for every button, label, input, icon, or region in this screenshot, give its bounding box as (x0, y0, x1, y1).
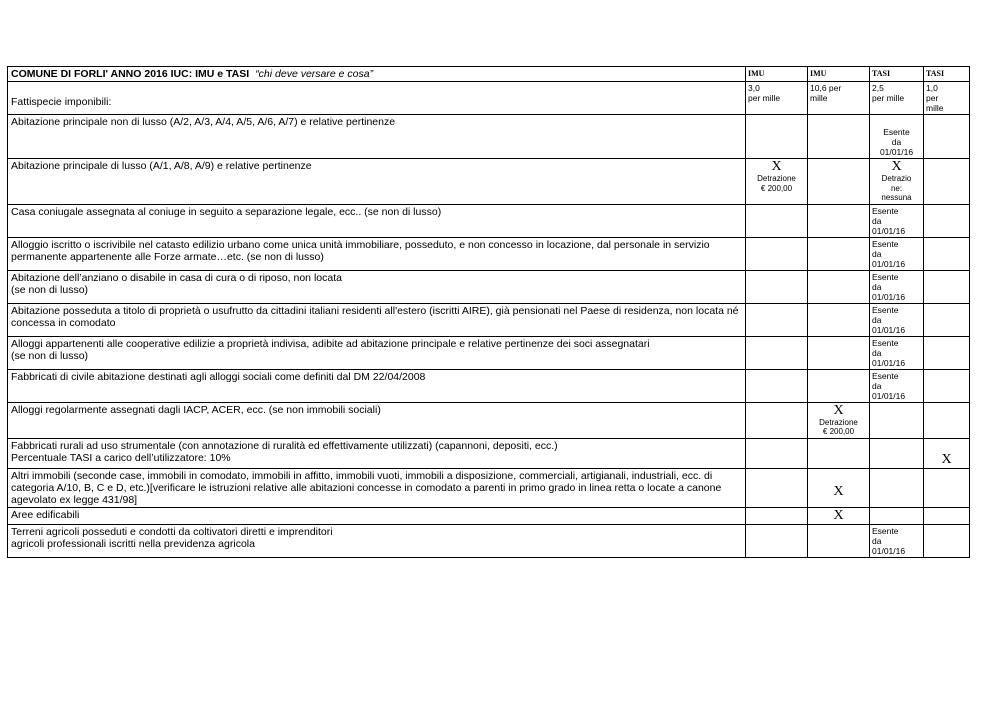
rate-imu-1: 3,0 per mille (746, 82, 808, 115)
table-title: COMUNE DI FORLI' ANNO 2016 IUC: IMU e TASI (11, 68, 250, 80)
esente-note: Esente da 01/01/16 (872, 271, 906, 302)
cell-tasi-1-0 (924, 204, 970, 237)
document-page (7, 66, 969, 558)
cell-imu-10-6 (808, 237, 870, 270)
x-mark: X (833, 402, 844, 418)
table-row (8, 159, 970, 205)
cell-imu-10-6 (808, 468, 870, 507)
row-label: Altri immobili (seconde case, immobili in comodato, immobili in affitto, immobili vuoti, immobili a disposizione, commerciali, artigianali, industriali, ecc. di categoria A/10, B, C e D, etc.)[verificare le istruzioni relative alle abitazioni concesse in comodato a parenti in primo grado in linea retta o locate a canone agevolato ex legge 431/98] (8, 468, 746, 507)
detrazione-note: Detrazione € 200,00 (757, 174, 796, 193)
cell-tasi-2-5 (870, 204, 924, 237)
row-label: Aree edificabili (8, 507, 746, 524)
col-header-tasi-1: TASI (870, 67, 924, 82)
cell-tasi-1-0 (924, 438, 970, 468)
esente-note: Esente da 01/01/16 (872, 205, 906, 236)
cell-imu-10-6 (808, 507, 870, 524)
cell-tasi-1-0 (924, 402, 970, 438)
cell-tasi-2-5 (870, 438, 924, 468)
cell-tasi-2-5 (870, 468, 924, 507)
cell-imu-10-6 (808, 336, 870, 369)
table-row (8, 524, 970, 557)
cell-tasi-1-0 (924, 303, 970, 336)
cell-imu-10-6 (808, 524, 870, 557)
table-row (8, 336, 970, 369)
cell-imu-10-6 (808, 402, 870, 438)
cell-tasi-2-5 (870, 237, 924, 270)
cell-imu-3 (746, 115, 808, 159)
esente-note: Esente da 01/01/16 (872, 525, 906, 556)
table-row (8, 402, 970, 438)
cell-imu-3 (746, 204, 808, 237)
cell-imu-3 (746, 237, 808, 270)
iuc-table (7, 66, 970, 558)
table-row (8, 204, 970, 237)
cell-imu-3 (746, 336, 808, 369)
esente-note: Esente da 01/01/16 (872, 337, 906, 368)
rate-imu-2: 10,6 per mille (808, 82, 870, 115)
cell-tasi-2-5 (870, 524, 924, 557)
cell-imu-3 (746, 507, 808, 524)
cell-tasi-2-5 (870, 402, 924, 438)
cell-imu-3 (746, 303, 808, 336)
row-label: Abitazione principale non di lusso (A/2, A/3, A/4, A/5, A/6, A/7) e relative pertinenze (8, 115, 746, 159)
col-header-imu-2: IMU (808, 67, 870, 82)
cell-tasi-1-0 (924, 237, 970, 270)
cell-imu-3 (746, 270, 808, 303)
cell-imu-10-6 (808, 303, 870, 336)
table-row (8, 369, 970, 402)
cell-imu-10-6 (808, 270, 870, 303)
cell-imu-3 (746, 438, 808, 468)
table-title-cell (8, 67, 746, 82)
row-label: Casa coniugale assegnata al coniuge in seguito a separazione legale, ecc.. (se non di lusso) (8, 204, 746, 237)
x-mark: X (941, 451, 952, 467)
detrazione-note: Detrazio ne: nessuna (881, 174, 912, 202)
cell-imu-3 (746, 159, 808, 205)
cell-imu-10-6 (808, 204, 870, 237)
row-label: Fabbricati di civile abitazione destinati agli alloggi sociali come definiti dal DM 22/04/2008 (8, 369, 746, 402)
row-label: Abitazione principale di lusso (A/1, A/8, A/9) e relative pertinenze (8, 159, 746, 205)
x-mark: X (891, 159, 902, 174)
cell-tasi-2-5 (870, 303, 924, 336)
row-label: Alloggi regolarmente assegnati dagli IACP, ACER, ecc. (se non immobili sociali) (8, 402, 746, 438)
row-label: Abitazione dell’anziano o disabile in casa di cura o di riposo, non locata (se non di lusso) (8, 270, 746, 303)
cell-tasi-1-0 (924, 270, 970, 303)
table-row (8, 270, 970, 303)
cell-imu-10-6 (808, 369, 870, 402)
rates-row (8, 82, 970, 115)
cell-imu-3 (746, 468, 808, 507)
row-label: Alloggi appartenenti alle cooperative edilizie a proprietà indivisa, adibite ad abitazione principale e relative pertinenze dei soci assegnatari (se non di lusso) (8, 336, 746, 369)
cell-tasi-2-5 (870, 270, 924, 303)
cell-tasi-2-5 (870, 336, 924, 369)
row-label: Terreni agricoli posseduti e condotti da coltivatori diretti e imprenditori agricoli professionali iscritti nella previdenza agricola (8, 524, 746, 557)
rate-tasi-1: 2,5 per mille (870, 82, 924, 115)
rate-tasi-2: 1,0 per mille (924, 82, 970, 115)
table-row (8, 237, 970, 270)
table-row (8, 507, 970, 524)
x-mark: X (833, 483, 844, 499)
esente-note: Esente da 01/01/16 (879, 127, 914, 157)
x-mark: X (833, 507, 844, 523)
row-label: Fabbricati rurali ad uso strumentale (con annotazione di ruralità ed effettivamente utilizzati) (capannoni, depositi, ecc.) Percentuale TASI a carico dell’utilizzatore: 10% (8, 438, 746, 468)
cell-tasi-1-0 (924, 115, 970, 159)
col-header-tasi-2: TASI (924, 67, 970, 82)
cell-tasi-1-0 (924, 468, 970, 507)
cell-tasi-2-5 (870, 507, 924, 524)
cell-imu-10-6 (808, 159, 870, 205)
x-mark: X (771, 159, 782, 174)
cell-tasi-1-0 (924, 507, 970, 524)
row-label-fattispecie: Fattispecie imponibili: (8, 82, 746, 115)
cell-imu-3 (746, 402, 808, 438)
cell-imu-3 (746, 369, 808, 402)
esente-note: Esente da 01/01/16 (872, 238, 906, 269)
cell-tasi-1-0 (924, 336, 970, 369)
cell-tasi-2-5 (870, 115, 924, 159)
cell-tasi-1-0 (924, 159, 970, 205)
table-row (8, 303, 970, 336)
table-subtitle: “chi deve versare e cosa” (255, 68, 374, 80)
cell-tasi-2-5 (870, 159, 924, 205)
esente-note: Esente da 01/01/16 (872, 304, 906, 335)
cell-imu-10-6 (808, 438, 870, 468)
esente-note: Esente da 01/01/16 (872, 370, 906, 401)
table-row (8, 438, 970, 468)
cell-tasi-1-0 (924, 369, 970, 402)
header-row (8, 67, 970, 82)
cell-imu-3 (746, 524, 808, 557)
table-row (8, 115, 970, 159)
row-label: Alloggio iscritto o iscrivibile nel catasto edilizio urbano come unica unità immobiliare, posseduto, e non concesso in locazione, dal personale in servizio permanente appartenente alle Forze armate…etc. (se non di lusso) (8, 237, 746, 270)
cell-imu-10-6 (808, 115, 870, 159)
col-header-imu-1: IMU (746, 67, 808, 82)
table-row (8, 468, 970, 507)
cell-tasi-2-5 (870, 369, 924, 402)
row-label: Abitazione posseduta a titolo di proprietà o usufrutto da cittadini italiani residenti all'estero (iscritti AIRE), già pensionati nel Paese di residenza, non locata né concessa in comodato (8, 303, 746, 336)
cell-tasi-1-0 (924, 524, 970, 557)
detrazione-note: Detrazione € 200,00 (819, 417, 858, 436)
